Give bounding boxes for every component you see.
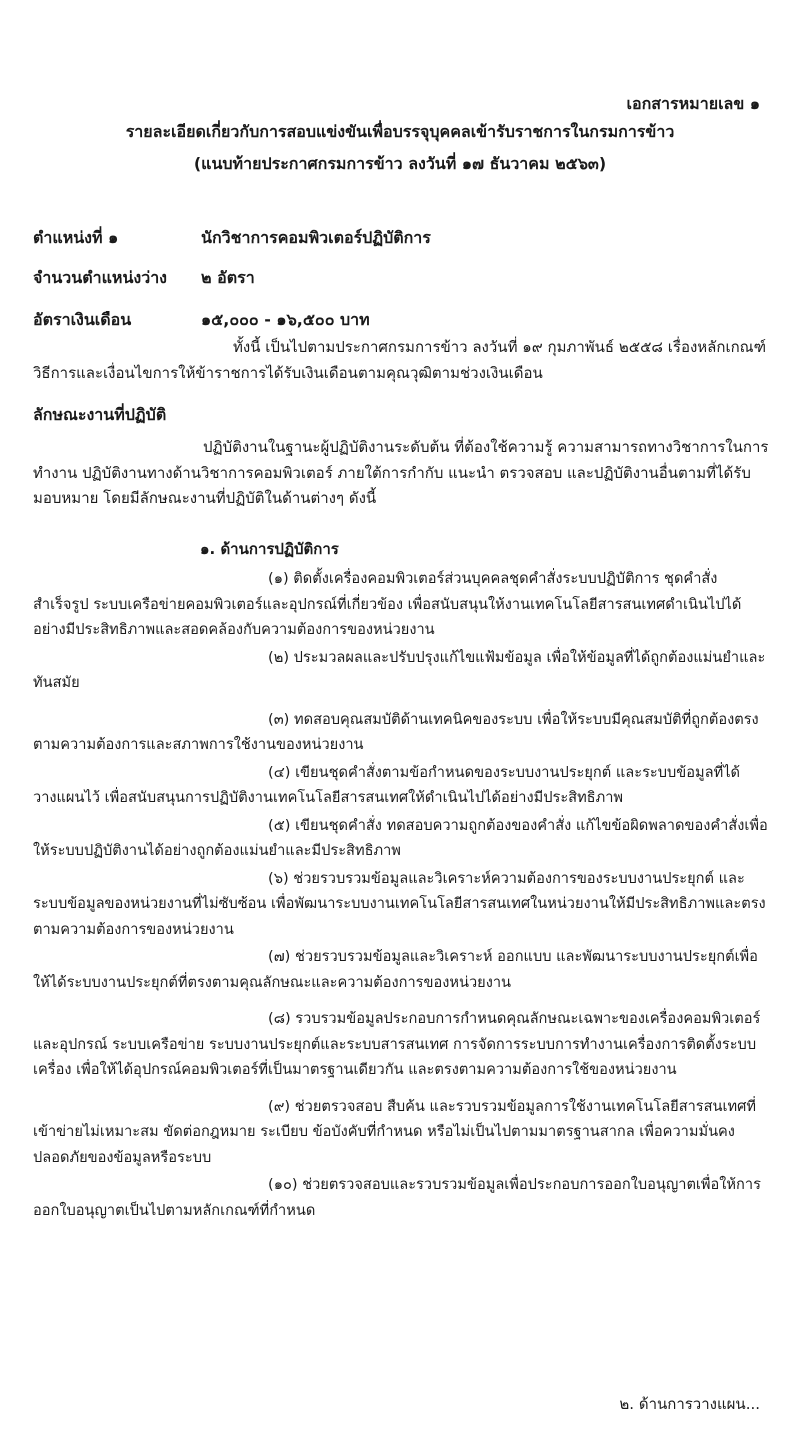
list-item: (๙) ช่วยตรวจสอบ สืบค้น และรวบรวมข้อมูลการใช้งานเทคโนโลยีสารสนเทศที่เข้าข่ายไม่เหมาะสม ขัดต่อกฎหมาย ระเบียบ ข้อบังคับที่กำหนด หรือไม่เป็นไปตามมาตรฐานสากล เพื่อความมั่นคงปลอดภัยของข้อมูลหรือระบบ (33, 1097, 757, 1166)
vacancies-row (33, 266, 255, 291)
list-item: (๒) ประมวลผลและปรับปรุงแก้ไขแฟ้มข้อมูล เพื่อให้ข้อมูลที่ได้ถูกต้องแม่นยำและทันสมัย (33, 648, 766, 691)
list-item: (๕) เขียนชุดคำสั่ง ทดสอบความถูกต้องของคำสั่ง แก้ไขข้อผิดพลาดของคำสั่งเพื่อให้ระบบปฏิบัติงานได้อย่างถูกต้องแม่นยำและมีประสิทธิภาพ (33, 816, 768, 859)
position-row (33, 226, 431, 251)
salary-note: ทั้งนี้ เป็นไปตามประกาศกรมการข้าว ลงวันที่ ๑๙ กุมภาพันธ์ ๒๕๕๘ เรื่องหลักเกณฑ์ วิธีการและเงื่อนไขการให้ข้าราชการได้รับเงินเดือนตามคุณวุฒิตามช่วงเงินเดือน (33, 338, 767, 382)
list-item: (๑) ติดตั้งเครื่องคอมพิวเตอร์ส่วนบุคคลชุดคำสั่งระบบปฏิบัติการ ชุดคำสั่งสำเร็จรูป ระบบเครือข่ายคอมพิวเตอร์และอุปกรณ์ที่เกี่ยวข้อง เพื่อสนับสนุนให้งานเทคโนโลยีสารสนเทศดำเนินไปได้อย่างมีประสิทธิภาพและสอดคล้องกับความต้องการของหน่วยงาน (33, 570, 742, 638)
vacancies-label: จำนวนตำแหน่งว่าง (33, 268, 167, 287)
document-title: รายละเอียดเกี่ยวกับการสอบแข่งขันเพื่อบรรจุบุคคลเข้ารับราชการในกรมการข้าว (125, 122, 675, 141)
list-item: (๖) ช่วยรวบรวมข้อมูลและวิเคราะห์ความต้องการของระบบงานประยุกต์ และระบบข้อมูลของหน่วยงานที่ไม่ซับซ้อน เพื่อพัฒนาระบบงานเทคโนโลยีสารสนเทศในหน่วยงานให้มีประสิทธิภาพและตรงตามความต้องการของหน่วยงาน (33, 869, 766, 938)
list-item: (๘) รวบรวมข้อมูลประกอบการกำหนดคุณลักษณะเฉพาะของเครื่องคอมพิวเตอร์และอุปกรณ์ ระบบเครือข่าย ระบบงานประยุกต์และระบบสารสนเทศ การจัดการระบบการทำงานเครื่องการติดตั้งระบบเครื่อง เพื่อให้ได้อุปกรณ์คอมพิวเตอร์ที่เป็นมาตรฐานเดียวกัน และตรงตามความต้องการใช้ของหน่วยงาน (33, 1010, 761, 1078)
continued-footer: ๒. ด้านการวางแผน... (619, 1395, 760, 1413)
list-item: (๗) ช่วยรวบรวมข้อมูลและวิเคราะห์ ออกแบบ และพัฒนาระบบงานประยุกต์เพื่อให้ได้ระบบงานประยุกต์ที่ตรงตามคุณลักษณะและความต้องการของหน่วยงาน (33, 948, 758, 991)
position-value: นักวิชาการคอมพิวเตอร์ปฏิบัติการ (201, 228, 431, 247)
job-nature-title: ลักษณะงานที่ปฏิบัติ (33, 405, 167, 424)
salary-row (33, 308, 370, 333)
salary-value: ๑๕,๐๐๐ - ๑๖,๕๐๐ บาท (201, 310, 370, 329)
list-item: (๑๐) ช่วยตรวจสอบและรวบรวมข้อมูลเพื่อประกอบการออกใบอนุญาตเพื่อให้การออกใบอนุญาตเป็นไปตามหลักเกณฑ์ที่กำหนด (33, 1176, 761, 1219)
job-nature-intro: ปฏิบัติงานในฐานะผู้ปฏิบัติงานระดับต้น ที่ต้องใช้ความรู้ ความสามารถทางวิชาการในการทำงาน ปฏิบัติงานทางด้านวิชาการคอมพิวเตอร์ ภายใต้การกำกับ แนะนำ ตรวจสอบ และปฏิบัติงานอื่นตามที่ได้รับมอบหมาย โดยมีลักษณะงานที่ปฏิบัติในด้านต่างๆ ดังนี้ (33, 438, 769, 507)
duty-list (33, 566, 772, 1234)
document-number: เอกสารหมายเลข ๑ (626, 94, 760, 113)
vacancies-value: ๒ อัตรา (201, 268, 255, 287)
salary-label: อัตราเงินเดือน (33, 310, 132, 329)
list-item: (๓) ทดสอบคุณสมบัติด้านเทคนิคของระบบ เพื่อให้ระบบมีคุณสมบัติที่ถูกต้องตรงตามความต้องการและสภาพการใช้งานของหน่วยงาน (33, 710, 759, 753)
section1-title: ๑. ด้านการปฏิบัติการ (200, 540, 339, 558)
document-subtitle: (แนบท้ายประกาศกรมการข้าว ลงวันที่ ๑๗ ธันวาคม ๒๕๖๓) (193, 154, 607, 173)
position-label: ตำแหน่งที่ ๑ (33, 228, 119, 247)
list-item: (๔) เขียนชุดคำสั่งตามข้อกำหนดของระบบงานประยุกต์ และระบบข้อมูลที่ได้วางแผนไว้ เพื่อสนับสนุนการปฏิบัติงานเทคโนโลยีสารสนเทศให้ดำเนินไปได้อย่างมีประสิทธิภาพ (33, 763, 741, 806)
